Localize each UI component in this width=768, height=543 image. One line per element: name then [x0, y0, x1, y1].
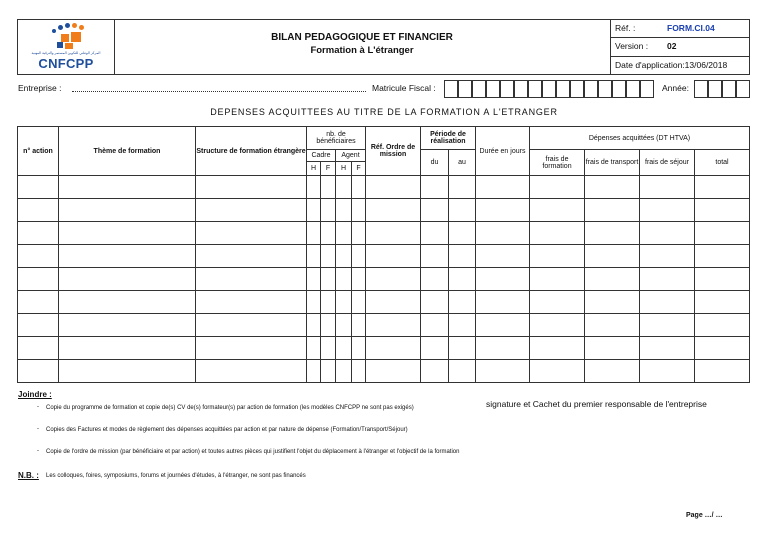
- note-item-2: Copies des Factures et modes de règlement des dépenses acquittées par action et par nature de dépense (Formation/Transport/Séjour): [46, 427, 408, 433]
- table-cell[interactable]: [307, 245, 321, 268]
- table-cell[interactable]: [18, 199, 59, 222]
- col-cadre: Cadre: [307, 150, 336, 162]
- table-cell[interactable]: [695, 360, 750, 383]
- table-cell[interactable]: [695, 291, 750, 314]
- annee-label: Année:: [662, 83, 689, 93]
- table-cell[interactable]: [421, 360, 449, 383]
- table-cell[interactable]: [366, 245, 421, 268]
- logo-arabic: المركز الوطني للتكوين المستمر والترقية المهنية: [31, 51, 101, 55]
- table-cell[interactable]: [336, 245, 352, 268]
- table-cell[interactable]: [307, 222, 321, 245]
- col-cadre-f: F: [321, 162, 336, 176]
- table-cell[interactable]: [352, 291, 366, 314]
- table-cell[interactable]: [366, 268, 421, 291]
- table-cell[interactable]: [476, 360, 530, 383]
- table-cell[interactable]: [695, 199, 750, 222]
- table-cell[interactable]: [352, 314, 366, 337]
- entreprise-label: Entreprise :: [18, 83, 62, 93]
- date-application: Date d'application:13/06/2018: [615, 60, 728, 70]
- table-cell[interactable]: [18, 245, 59, 268]
- table-cell[interactable]: [321, 222, 336, 245]
- table-cell[interactable]: [196, 176, 307, 199]
- table-cell[interactable]: [307, 268, 321, 291]
- table-cell[interactable]: [476, 245, 530, 268]
- table-cell[interactable]: [530, 314, 585, 337]
- table-cell[interactable]: [585, 268, 640, 291]
- table-cell[interactable]: [196, 291, 307, 314]
- table-row: [18, 245, 750, 268]
- table-cell[interactable]: [695, 314, 750, 337]
- table-row: [18, 268, 750, 291]
- table-cell[interactable]: [530, 176, 585, 199]
- table-cell[interactable]: [421, 199, 449, 222]
- table-cell[interactable]: [196, 360, 307, 383]
- col-total: total: [695, 150, 750, 176]
- nb-text: Les colloques, foires, symposiums, forums et journées d'études, à l'étranger, ne sont pas financés: [46, 473, 306, 479]
- table-cell[interactable]: [449, 199, 476, 222]
- table-cell[interactable]: [307, 337, 321, 360]
- table-cell[interactable]: [585, 337, 640, 360]
- table-row: [18, 314, 750, 337]
- col-au: au: [449, 150, 476, 176]
- table-cell[interactable]: [321, 291, 336, 314]
- page-number: Page …/ …: [686, 512, 723, 519]
- table-cell[interactable]: [321, 268, 336, 291]
- table-cell[interactable]: [421, 176, 449, 199]
- col-depenses: Dépenses acquittées (DT HTVA): [530, 127, 750, 150]
- table-row: [18, 360, 750, 383]
- table-row: [18, 199, 750, 222]
- table-cell[interactable]: [585, 360, 640, 383]
- table-cell[interactable]: [321, 245, 336, 268]
- table-row: [18, 291, 750, 314]
- table-cell[interactable]: [352, 337, 366, 360]
- table-cell[interactable]: [352, 176, 366, 199]
- table-cell[interactable]: [18, 176, 59, 199]
- table-cell[interactable]: [449, 245, 476, 268]
- table-cell[interactable]: [59, 314, 196, 337]
- table-cell[interactable]: [59, 268, 196, 291]
- table-cell[interactable]: [530, 268, 585, 291]
- entreprise-field[interactable]: [72, 91, 366, 92]
- table-cell[interactable]: [196, 199, 307, 222]
- table-cell[interactable]: [695, 176, 750, 199]
- table-cell[interactable]: [336, 176, 352, 199]
- table-cell[interactable]: [530, 245, 585, 268]
- table-cell[interactable]: [18, 337, 59, 360]
- table-cell[interactable]: [530, 291, 585, 314]
- table-cell[interactable]: [476, 268, 530, 291]
- table-cell[interactable]: [449, 268, 476, 291]
- col-periode: Période de réalisation: [421, 127, 476, 150]
- table-cell[interactable]: [530, 360, 585, 383]
- title-line2: Formation à L'étranger: [310, 45, 414, 56]
- table-cell[interactable]: [59, 222, 196, 245]
- table-cell[interactable]: [449, 360, 476, 383]
- col-frais-sejour: frais de séjour: [640, 150, 695, 176]
- table-cell[interactable]: [18, 291, 59, 314]
- table-cell[interactable]: [352, 245, 366, 268]
- table-cell[interactable]: [336, 199, 352, 222]
- table-cell[interactable]: [421, 245, 449, 268]
- table-cell[interactable]: [336, 360, 352, 383]
- table-cell[interactable]: [585, 245, 640, 268]
- table-cell[interactable]: [366, 199, 421, 222]
- col-agent-h: H: [336, 162, 352, 176]
- table-cell[interactable]: [336, 222, 352, 245]
- table-cell[interactable]: [352, 360, 366, 383]
- table-cell[interactable]: [476, 176, 530, 199]
- table-cell[interactable]: [366, 291, 421, 314]
- col-theme: Thème de formation: [59, 127, 196, 176]
- table-row: [18, 176, 750, 199]
- table-cell[interactable]: [449, 337, 476, 360]
- table-cell[interactable]: [421, 314, 449, 337]
- version-value: 02: [667, 41, 677, 51]
- ref-value: FORM.CI.04: [667, 23, 715, 33]
- table-cell[interactable]: [476, 199, 530, 222]
- table-cell[interactable]: [307, 291, 321, 314]
- table-cell[interactable]: [18, 314, 59, 337]
- table-cell[interactable]: [640, 245, 695, 268]
- ref-label: Réf. :: [615, 23, 636, 33]
- table-cell[interactable]: [336, 291, 352, 314]
- signature-label: signature et Cachet du premier responsable de l'entreprise: [486, 399, 707, 409]
- col-agent: Agent: [336, 150, 366, 162]
- table-cell[interactable]: [640, 199, 695, 222]
- logo-text: CNFCPP: [38, 56, 94, 71]
- table-cell[interactable]: [196, 268, 307, 291]
- col-frais-transport: frais de transport: [585, 150, 640, 176]
- table-cell[interactable]: [585, 314, 640, 337]
- table-cell[interactable]: [640, 314, 695, 337]
- table-cell[interactable]: [59, 360, 196, 383]
- table-cell[interactable]: [366, 337, 421, 360]
- table-cell[interactable]: [59, 199, 196, 222]
- col-cadre-h: H: [307, 162, 321, 176]
- table-cell[interactable]: [366, 314, 421, 337]
- document-header: [17, 19, 750, 75]
- col-frais-formation: frais de formation: [530, 150, 585, 176]
- table-cell[interactable]: [530, 337, 585, 360]
- col-structure: Structure de formation étrangère: [196, 127, 307, 176]
- table-row: [18, 222, 750, 245]
- table-cell[interactable]: [59, 176, 196, 199]
- table-cell[interactable]: [196, 314, 307, 337]
- version-label: Version :: [615, 41, 649, 51]
- expenses-table: [17, 126, 750, 383]
- table-cell[interactable]: [307, 176, 321, 199]
- table-cell[interactable]: [18, 360, 59, 383]
- col-action: n° action: [18, 127, 59, 176]
- title-line1: BILAN PEDAGOGIQUE ET FINANCIER: [271, 32, 453, 43]
- table-cell[interactable]: [336, 337, 352, 360]
- table-cell[interactable]: [321, 337, 336, 360]
- col-ref-ordre: Réf. Ordre de mission: [366, 127, 421, 176]
- table-cell[interactable]: [476, 291, 530, 314]
- table-cell[interactable]: [640, 176, 695, 199]
- table-cell[interactable]: [321, 199, 336, 222]
- table-cell[interactable]: [449, 291, 476, 314]
- table-cell[interactable]: [695, 245, 750, 268]
- table-cell[interactable]: [59, 337, 196, 360]
- table-cell[interactable]: [336, 314, 352, 337]
- table-row: [18, 337, 750, 360]
- table-cell[interactable]: [366, 360, 421, 383]
- table-cell[interactable]: [421, 337, 449, 360]
- table-cell[interactable]: [640, 360, 695, 383]
- table-cell[interactable]: [476, 314, 530, 337]
- table-cell[interactable]: [321, 360, 336, 383]
- matricule-label: Matricule Fiscal :: [372, 83, 436, 93]
- table-cell[interactable]: [336, 268, 352, 291]
- col-nb-beneficiaires: nb. de bénéficiaires: [307, 127, 366, 150]
- table-cell[interactable]: [321, 314, 336, 337]
- table-cell[interactable]: [352, 199, 366, 222]
- reference-block: [610, 20, 751, 74]
- table-cell[interactable]: [530, 222, 585, 245]
- table-cell[interactable]: [640, 337, 695, 360]
- table-cell[interactable]: [366, 176, 421, 199]
- logo: [18, 20, 115, 74]
- table-cell[interactable]: [352, 222, 366, 245]
- table-cell[interactable]: [18, 268, 59, 291]
- table-cell[interactable]: [640, 222, 695, 245]
- table-cell[interactable]: [196, 222, 307, 245]
- table-cell[interactable]: [59, 245, 196, 268]
- table-cell[interactable]: [640, 291, 695, 314]
- note-item-1: Copie du programme de formation et copie de(s) CV de(s) formateur(s) par action de formation (les modèles CNFCPP ne sont pas exigés): [46, 405, 414, 411]
- joindre-label: Joindre :: [18, 390, 52, 399]
- col-du: du: [421, 150, 449, 176]
- table-cell[interactable]: [585, 176, 640, 199]
- table-cell[interactable]: [585, 291, 640, 314]
- table-cell[interactable]: [18, 222, 59, 245]
- table-cell[interactable]: [196, 245, 307, 268]
- col-duree: Durée en jours: [476, 127, 530, 176]
- table-cell[interactable]: [307, 360, 321, 383]
- table-cell[interactable]: [421, 268, 449, 291]
- table-cell[interactable]: [59, 291, 196, 314]
- table-cell[interactable]: [530, 199, 585, 222]
- table-cell[interactable]: [449, 176, 476, 199]
- note-item-3: Copie de l'ordre de mission (par bénéficiaire et par action) et toutes autres pièces qui justifient l'objet du déplacement à l'étranger et l'objectif de la formation: [46, 449, 460, 455]
- table-cell[interactable]: [449, 222, 476, 245]
- table-cell[interactable]: [585, 222, 640, 245]
- table-cell[interactable]: [695, 337, 750, 360]
- table-cell[interactable]: [366, 222, 421, 245]
- table-cell[interactable]: [307, 199, 321, 222]
- table-cell[interactable]: [421, 222, 449, 245]
- table-cell[interactable]: [585, 199, 640, 222]
- table-cell[interactable]: [196, 337, 307, 360]
- table-cell[interactable]: [421, 291, 449, 314]
- table-cell[interactable]: [695, 222, 750, 245]
- table-cell[interactable]: [640, 268, 695, 291]
- table-cell[interactable]: [449, 314, 476, 337]
- col-agent-f: F: [352, 162, 366, 176]
- table-cell[interactable]: [476, 337, 530, 360]
- table-cell[interactable]: [476, 222, 530, 245]
- table-cell[interactable]: [307, 314, 321, 337]
- nb-label: N.B. :: [18, 471, 39, 480]
- table-cell[interactable]: [695, 268, 750, 291]
- table-cell[interactable]: [352, 268, 366, 291]
- table-cell[interactable]: [321, 176, 336, 199]
- section-title: DEPENSES ACQUITTEES AU TITRE DE LA FORMATION A L'ETRANGER: [210, 107, 558, 117]
